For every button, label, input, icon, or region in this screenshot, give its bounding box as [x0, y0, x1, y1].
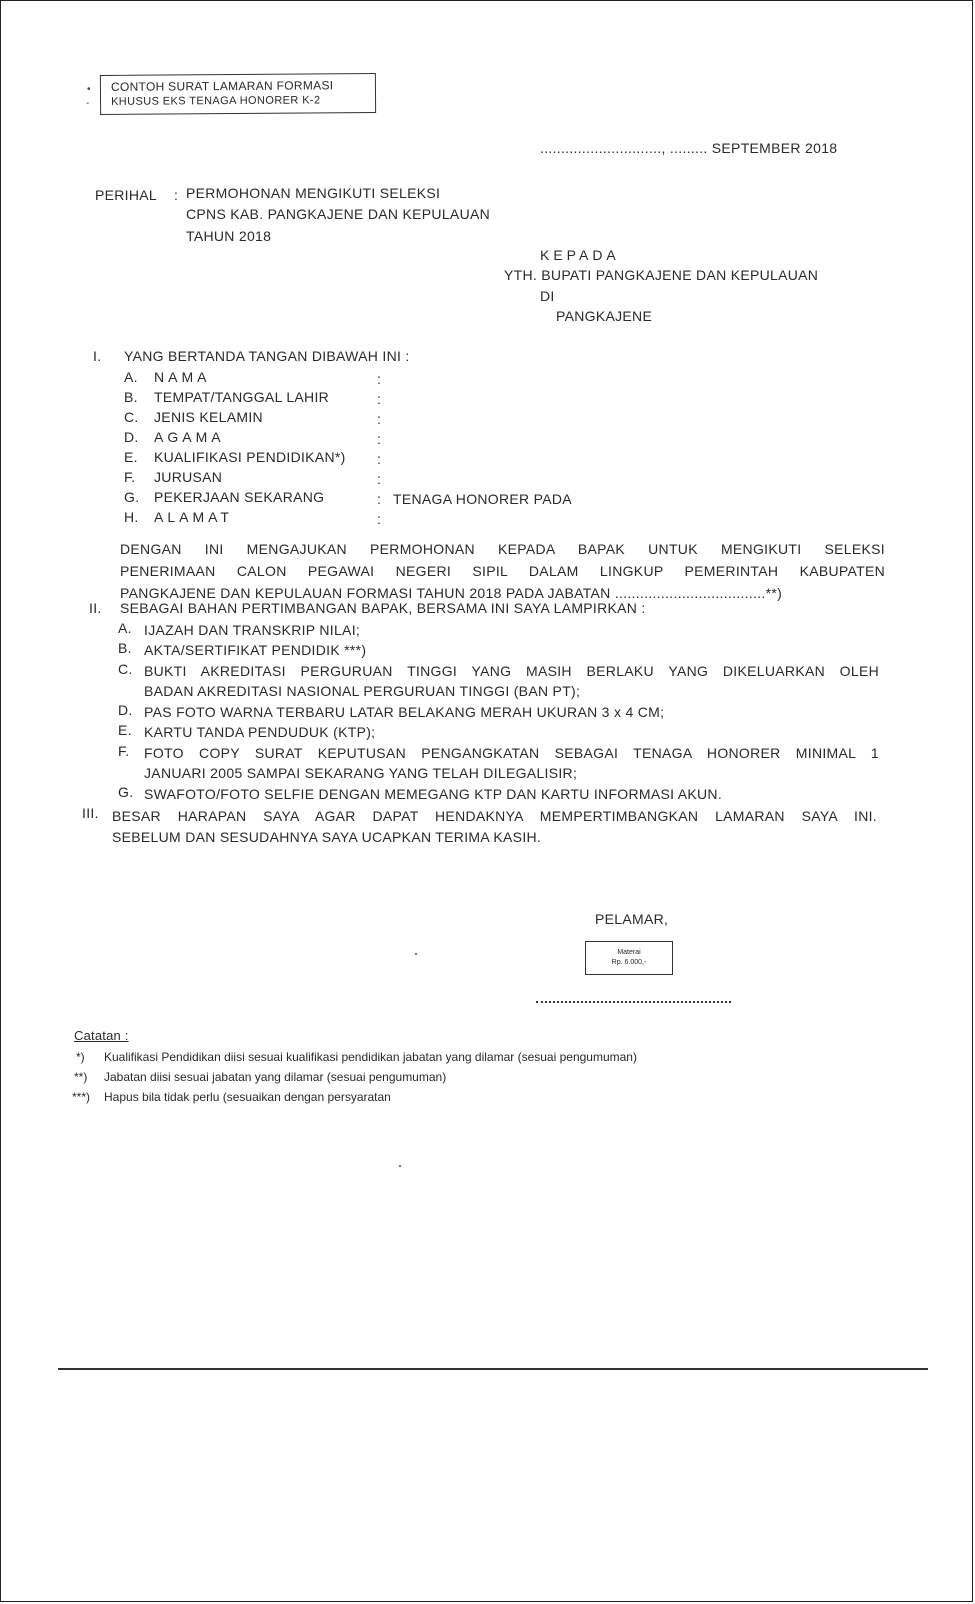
note-text: Hapus bila tidak perlu (sesuaikan dengan persyaratan	[104, 1090, 391, 1104]
field-label-ttl: TEMPAT/TANGGAL LAHIR	[154, 389, 330, 405]
stamp-duty-line1: Materai	[617, 949, 641, 956]
attachment-letter: G.	[118, 784, 134, 800]
field-colon: :	[377, 511, 382, 527]
field-value-pekerjaan: TENAGA HONORER PADA	[393, 491, 572, 507]
field-label-pekerjaan: PEKERJAAN SEKARANG	[154, 489, 325, 505]
recipient-kepada: KEPADA	[540, 247, 620, 263]
field-label-jenis-kelamin: JENIS KELAMIN	[154, 409, 263, 425]
field-letter: F.	[124, 469, 136, 485]
field-label-alamat: ALAMAT	[154, 509, 233, 525]
field-label-nama: NAMA	[154, 369, 211, 385]
field-letter: C.	[124, 409, 139, 425]
note-mark: ***)	[72, 1090, 91, 1104]
note-text: Kualifikasi Pendidikan diisi sesuai kualifikasi pendidikan jabatan yang dilamar (sesuai pengumuman)	[104, 1050, 637, 1064]
perihal-line1: PERMOHONAN MENGIKUTI SELEKSI	[186, 185, 441, 201]
attachment-letter: B.	[118, 640, 132, 656]
letter-type-line2: KHUSUS EKS TENAGA HONORER K-2	[111, 94, 321, 108]
attachment-text: IJAZAH DAN TRANSKRIP NILAI;	[144, 622, 361, 638]
attachment-letter: F.	[118, 743, 130, 759]
field-colon: :	[377, 411, 382, 427]
field-letter: H.	[124, 509, 139, 525]
stamp-duty-line2: Rp. 6.000,-	[611, 959, 647, 966]
recipient-place: PANGKAJENE	[556, 308, 653, 324]
attachment-text: PAS FOTO WARNA TERBARU LATAR BELAKANG MERAH UKURAN 3 x 4 CM;	[144, 704, 665, 720]
application-paragraph	[120, 538, 885, 604]
attachment-text: FOTO COPY SURAT KEPUTUSAN PENGANGKATAN SEBAGAI TENAGA HONORER MINIMAL 1 JANUARI 2005 SAMPAI SEKARANG YANG TELAH DILEGALISIR;	[144, 745, 879, 781]
closing-paragraph	[112, 806, 877, 848]
attachment-letter: C.	[118, 661, 133, 677]
field-label-jurusan: JURUSAN	[154, 469, 223, 485]
letter-type-box	[100, 73, 376, 115]
section1-numeral: I.	[93, 348, 102, 364]
perihal-line2: CPNS KAB. PANGKAJENE DAN KEPULAUAN	[186, 206, 491, 222]
note-mark: **)	[74, 1070, 88, 1084]
section1-heading: YANG BERTANDA TANGAN DIBAWAH INI :	[124, 348, 410, 364]
perihal-colon: :	[174, 187, 179, 203]
attachment-letter: D.	[118, 702, 133, 718]
notes-heading: Catatan :	[74, 1028, 129, 1043]
section3-numeral: III.	[82, 805, 99, 821]
scan-speck	[399, 1165, 401, 1167]
margin-mark: -	[86, 98, 90, 109]
section2-heading: SEBAGAI BAHAN PERTIMBANGAN BAPAK, BERSAMA INI SAYA LAMPIRKAN :	[120, 600, 646, 616]
bottom-rule	[58, 1368, 928, 1370]
field-letter: D.	[124, 429, 139, 445]
field-letter: B.	[124, 389, 138, 405]
signature-line	[536, 1001, 731, 1003]
field-letter: A.	[124, 369, 138, 385]
attachment-text: KARTU TANDA PENDUDUK (KTP);	[144, 724, 376, 740]
attachment-text: BUKTI AKREDITASI PERGURUAN TINGGI YANG MASIH BERLAKU YANG DIKELUARKAN OLEH BADAN AKREDITASI NASIONAL PERGURUAN TINGGI (BAN PT);	[144, 663, 879, 699]
attachment-letter: E.	[118, 722, 132, 738]
field-colon: :	[377, 451, 382, 467]
perihal-label: PERIHAL	[95, 187, 158, 203]
date-line: ............................., ......... SEPTEMBER 2018	[540, 140, 838, 156]
paragraph-line: PANGKAJENE DAN KEPULAUAN FORMASI TAHUN 2018 PADA JABATAN ....................................**)	[120, 585, 783, 601]
recipient-yth: YTH. BUPATI PANGKAJENE DAN KEPULAUAN	[504, 267, 819, 283]
field-letter: E.	[124, 449, 138, 465]
margin-mark: •	[87, 84, 91, 95]
field-colon: :	[377, 431, 382, 447]
closing-line: BESAR HARAPAN SAYA AGAR DAPAT HENDAKNYA MEMPERTIMBANGKAN LAMARAN SAYA INI.	[112, 808, 877, 824]
perihal-line3: TAHUN 2018	[186, 228, 272, 244]
field-label-kualifikasi: KUALIFIKASI PENDIDIKAN*)	[154, 449, 346, 465]
attachment-text: SWAFOTO/FOTO SELFIE DENGAN MEMEGANG KTP DAN KARTU INFORMASI AKUN.	[144, 786, 723, 802]
scan-speck	[415, 953, 417, 955]
note-text: Jabatan diisi sesuai jabatan yang dilamar (sesuai pengumuman)	[104, 1070, 447, 1084]
field-colon: :	[377, 391, 382, 407]
field-colon: :	[377, 491, 382, 507]
attachment-text: AKTA/SERTIFIKAT PENDIDIK ***)	[144, 642, 367, 658]
note-mark: *)	[76, 1050, 85, 1064]
field-label-agama: AGAMA	[154, 429, 225, 445]
field-letter: G.	[124, 489, 140, 505]
section2-numeral: II.	[89, 600, 102, 616]
field-colon: :	[377, 471, 382, 487]
letter-type-line1: CONTOH SURAT LAMARAN FORMASI	[110, 78, 334, 94]
applicant-label: PELAMAR,	[595, 911, 669, 927]
recipient-di: DI	[540, 288, 555, 304]
attachment-letter: A.	[118, 620, 132, 636]
field-colon: :	[377, 371, 382, 387]
stamp-duty-box	[585, 941, 673, 975]
paragraph-line: DENGAN INI MENGAJUKAN PERMOHONAN KEPADA BAPAK UNTUK MENGIKUTI SELEKSI	[120, 541, 885, 557]
paragraph-line: PENERIMAAN CALON PEGAWAI NEGERI SIPIL DALAM LINGKUP PEMERINTAH KABUPATEN	[120, 563, 885, 579]
closing-line: SEBELUM DAN SESUDAHNYA SAYA UCAPKAN TERIMA KASIH.	[112, 829, 542, 845]
